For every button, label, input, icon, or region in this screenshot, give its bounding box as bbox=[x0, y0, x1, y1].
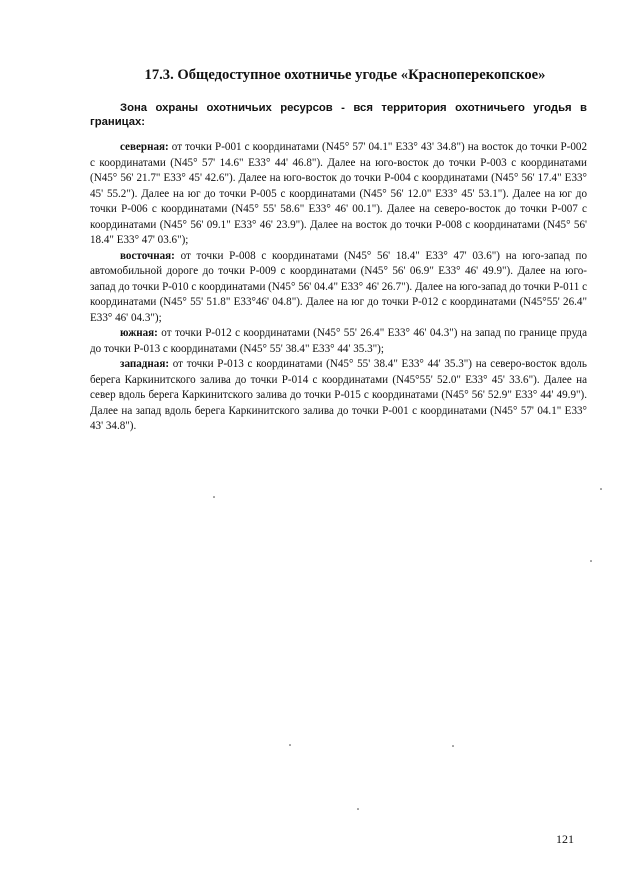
scan-speck bbox=[590, 560, 592, 562]
boundary-north-label: северная: bbox=[120, 141, 169, 153]
scan-speck bbox=[357, 808, 359, 810]
protection-zone-subheading: Зона охраны охотничьих ресурсов - вся территория охотничьего угодья в границах: bbox=[90, 102, 587, 128]
boundary-north-text: от точки P-001 с координатами (N45° 57' 04.1" E33° 43' 34.8") на восток до точки P-002 с координатами (N45° 57' 14.6" E33° 44' 46.8"). Далее на юго-восток до точки P-003 с координатами (N45° 56' 21.7" E33° 45' 42.6"). Далее на юго-восток до точки P-004 с координатами (N45° 56' 17.4" E33° 45' 55.2"). Далее на юг до точки P-005 с координатами (N45° 56' 12.0" E33° 45' 53.1"). Далее на юг до точки P-006 с координатами (N45° 55' 58.6" E33° 46' 00.1"). Далее на северо-восток до точки P-007 с координатами (N45° 56' 09.1" E33° 46' 23.9"). Далее на восток до точки P-008 с координатами (N45° 56' 18.4" E33° 47' 03.6"); bbox=[90, 141, 587, 246]
boundary-south-text: от точки P-012 с координатами (N45° 55' 26.4" E33° 46' 04.3") на запад по границе пруда до точки P-013 с координатами (N45° 55' 38.4" E33° 44' 35.3"); bbox=[90, 327, 587, 355]
boundary-west-paragraph bbox=[90, 357, 587, 435]
page-number: 121 bbox=[556, 832, 574, 846]
boundary-south-paragraph bbox=[90, 326, 587, 357]
scan-speck bbox=[600, 488, 602, 490]
boundary-description bbox=[90, 140, 587, 435]
boundary-east-paragraph bbox=[90, 249, 587, 327]
boundary-south-label: южная: bbox=[120, 327, 158, 339]
boundary-west-text: от точки P-013 с координатами (N45° 55' 38.4" E33° 44' 35.3") на северо-восток вдоль берега Каркинитского залива до точки P-014 с координатами (N45°55' 52.0" E33° 45' 33.6"). Далее на север вдоль берега Каркинитского залива до точки P-015 с координатами (N45° 56' 52.9" E33° 44' 49.9"). Далее на запад вдоль берега Каркинитского залива до точки P-001 с координатами (N45° 57' 04.1" E33° 43' 34.8"). bbox=[90, 358, 587, 432]
boundary-east-label: восточная: bbox=[120, 249, 175, 262]
scan-speck bbox=[452, 745, 454, 747]
boundary-north-paragraph bbox=[90, 140, 587, 249]
scan-speck bbox=[289, 744, 291, 746]
boundary-east-text: от точки P-008 с координатами (N45° 56' 18.4" E33° 47' 03.6") на юго-запад по автомобильной дороге до точки P-009 с координатами (N45° 56' 06.9" E33° 46' 49.9"). Далее на юго-запад до точки P-010 с координатами (N45° 56' 04.4" E33° 46' 26.7"). Далее на юго-запад до точки P-011 с координатами (N45° 55' 51.8" E33°46' 04.8"). Далее на юг до точки P-012 с координатами (N45°55' 26.4" E33° 46' 04.3"); bbox=[90, 249, 587, 324]
scan-speck bbox=[213, 496, 215, 498]
boundary-west-label: западная: bbox=[120, 358, 170, 370]
section-heading: 17.3. Общедоступное охотничье угодье «Красноперекопское» bbox=[144, 67, 546, 83]
